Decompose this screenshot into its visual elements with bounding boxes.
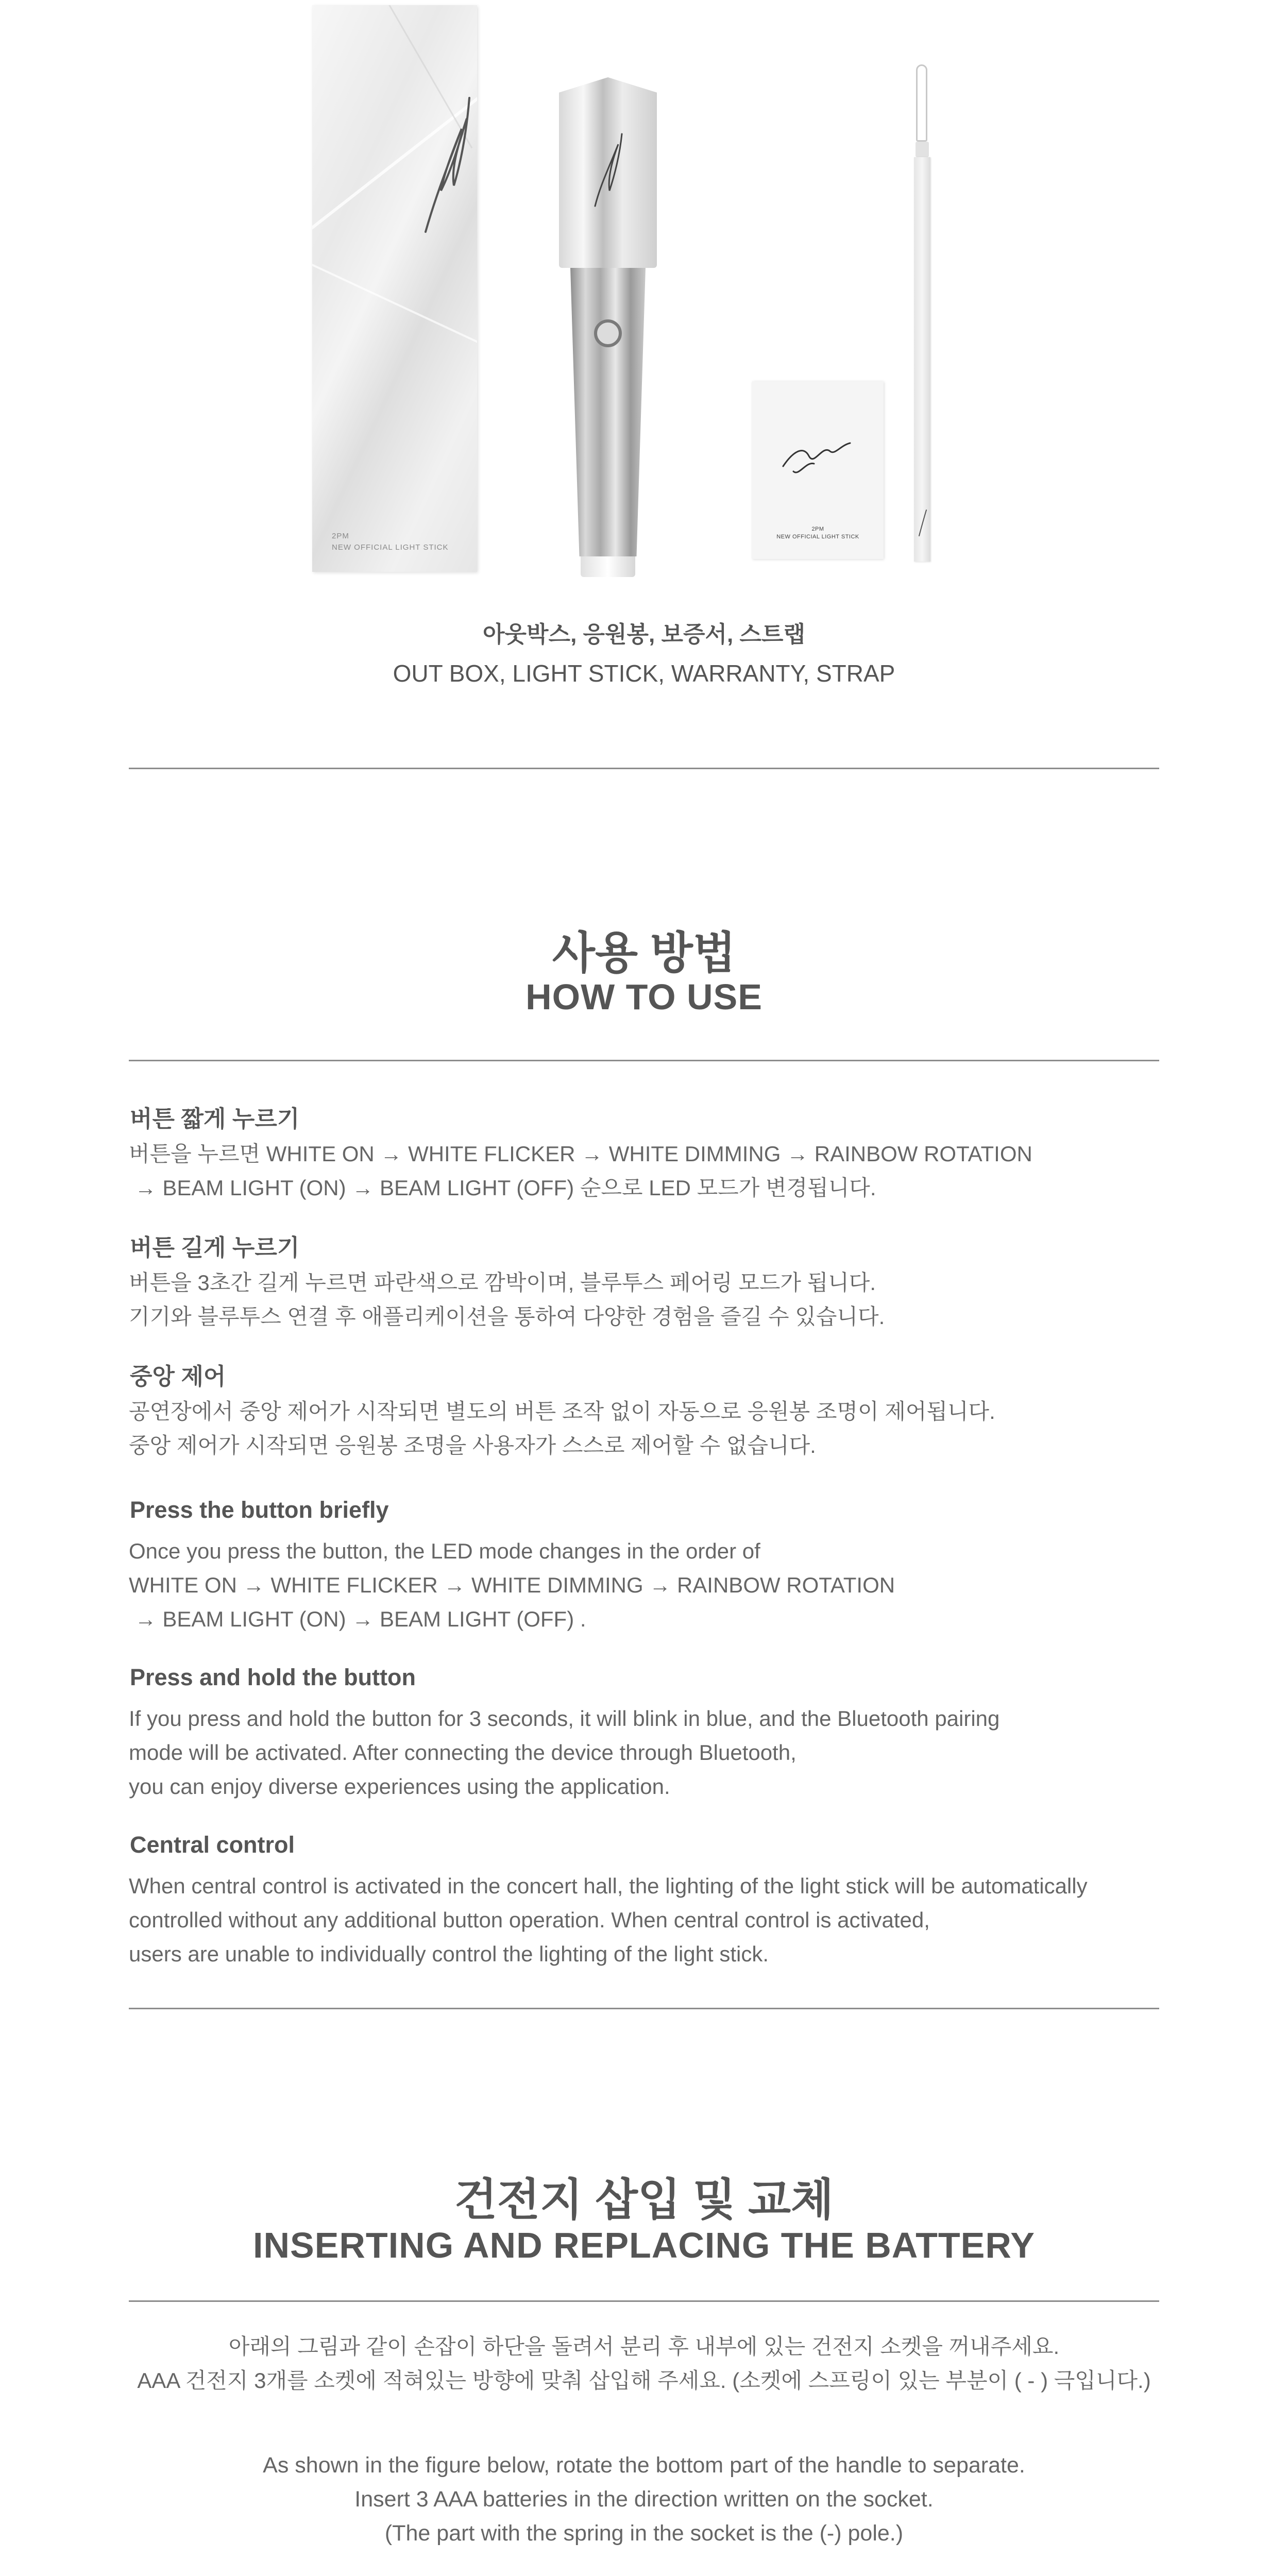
- signature-logo: [415, 67, 472, 237]
- section-body-central-control-ko: 공연장에서 중앙 제어가 시작되면 별도의 버튼 조작 없이 자동으로 응원봉 조명이 제어됩니다. 중앙 제어가 시작되면 응원봉 조명을 사용자가 스스로 제어할 수 없습니다.: [129, 1399, 995, 1458]
- signature-logo: [590, 118, 626, 211]
- signature-logo: [778, 430, 860, 482]
- divider: [129, 768, 1159, 769]
- section-title-long-press-ko: 버튼 길게 누르기: [130, 1234, 300, 1261]
- light-stick-image: [559, 77, 657, 577]
- section-body-short-press-ko: 버튼을 누르면 WHITE ON → WHITE FLICKER → WHITE DIMMING → RAINBOW ROTATION → BEAM LIGHT (ON) → BEAM LIGHT (OFF) 순으로 LED 모드가 변경됩니다.: [129, 1142, 1032, 1200]
- battery-body-en: As shown in the figure below, rotate the bottom part of the handle to separate. Insert 3 AAA batteries in the direction written on the socket. (The part with the spring in the socket is the (-) pole.): [263, 2453, 1025, 2546]
- how-to-use-title-en: HOW TO USE: [526, 977, 762, 1017]
- components-caption-en: OUT BOX, LIGHT STICK, WARRANTY, STRAP: [393, 660, 895, 687]
- how-to-use-title-ko: 사용 방법: [552, 928, 736, 978]
- section-title-short-press-ko: 버튼 짧게 누르기: [130, 1106, 300, 1132]
- strap-image: [912, 64, 933, 562]
- signature-logo: [917, 507, 928, 538]
- section-title-central-control-ko: 중앙 제어: [130, 1363, 226, 1389]
- warranty-text: 2PM NEW OFFICIAL LIGHT STICK: [776, 526, 859, 540]
- divider: [129, 2300, 1159, 2302]
- power-button-icon: [594, 319, 622, 347]
- battery-title-en: INSERTING AND REPLACING THE BATTERY: [253, 2225, 1035, 2265]
- divider: [129, 1060, 1159, 1061]
- section-title-short-press-en: Press the button briefly: [130, 1497, 389, 1523]
- section-title-central-control-en: Central control: [130, 1832, 295, 1858]
- warranty-card-image: [752, 381, 884, 559]
- battery-body-ko: 아래의 그림과 같이 손잡이 하단을 돌려서 분리 후 내부에 있는 건전지 소켓을 꺼내주세요. AAA 건전지 3개를 소켓에 적혀있는 방향에 맞춰 삽입해 주세요. (소켓에 스프링이 있는 부분이 ( - ) 극입니다.): [137, 2334, 1151, 2393]
- section-body-long-press-ko: 버튼을 3초간 길게 누르면 파란색으로 깜박이며, 블루투스 페어링 모드가 됩니다. 기기와 블루투스 연결 후 애플리케이션을 통하여 다양한 경험을 즐길 수 있습니다.: [129, 1270, 885, 1329]
- section-body-central-control-en: When central control is activated in the concert hall, the lighting of the light stick will be automatically controlled without any additional button operation. When central control is activated, users are unable to individually control the lighting of the light stick.: [129, 1874, 1088, 1966]
- section-title-long-press-en: Press and hold the button: [130, 1664, 416, 1690]
- components-caption-ko: 아웃박스, 응원봉, 보증서, 스트랩: [483, 622, 805, 647]
- battery-title-ko: 건전지 삽입 및 교체: [454, 2175, 834, 2225]
- outbox-image: [312, 5, 477, 572]
- section-body-long-press-en: If you press and hold the button for 3 seconds, it will blink in blue, and the Bluetooth pairing mode will be activated. After connecting the device through Bluetooth, you can enjoy diverse experiences using the application.: [129, 1706, 1000, 1799]
- divider: [129, 2008, 1159, 2009]
- section-body-short-press-en: Once you press the button, the LED mode changes in the order of WHITE ON → WHITE FLICKER → WHITE DIMMING → RAINBOW ROTATION → BEAM LIGHT (ON) → BEAM LIGHT (OFF) .: [129, 1539, 895, 1631]
- outbox-brand-text: 2PM NEW OFFICIAL LIGHT STICK: [332, 532, 449, 552]
